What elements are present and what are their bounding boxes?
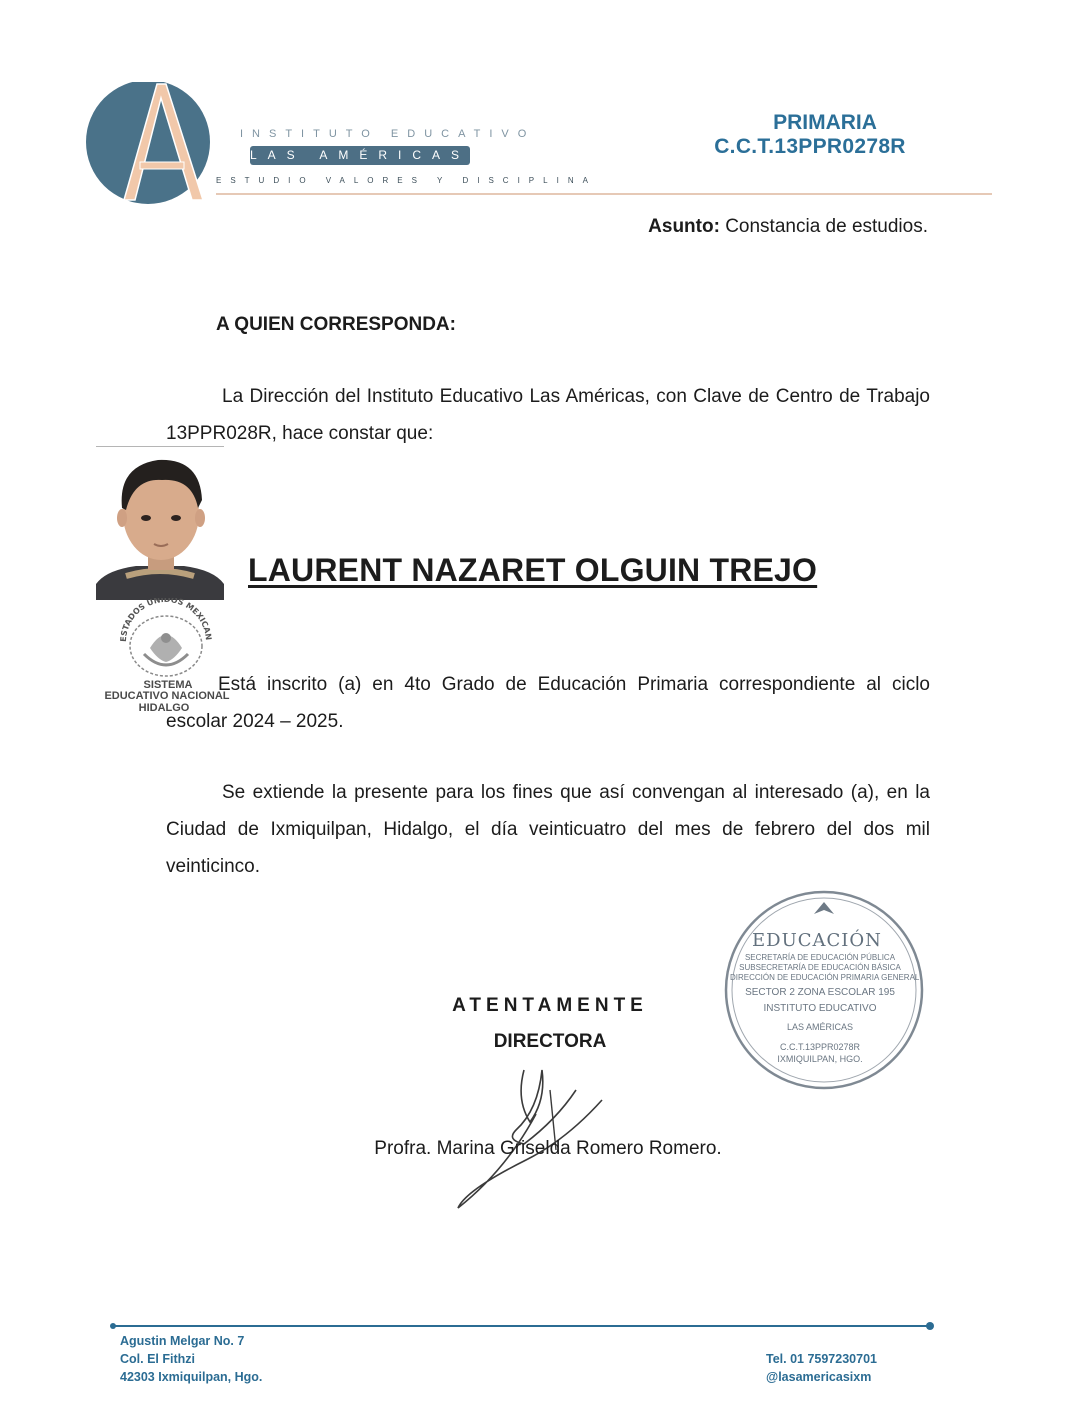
student-photo-graphic [96, 448, 224, 600]
paragraph-issuance: Se extiende la presente para los fines que así convengan al interesado (a), en la Ciudad de Ixmiquilpan, Hidalgo, el día veinticuatro del mes de febrero del dos mil veinticinco. [166, 782, 930, 877]
stamp-line-4: SECTOR 2 ZONA ESCOLAR 195 [745, 987, 895, 998]
stamp-line-6: LAS AMÉRICAS [786, 1022, 854, 1032]
photo-top-line [96, 446, 224, 447]
footer-phone: Tel. 01 7597230701 [766, 1352, 877, 1366]
stamp-line-7: C.C.T.13PPR0278R [779, 1042, 861, 1052]
subject-line [648, 216, 928, 238]
seal-line-1: SISTEMA [143, 679, 193, 691]
footer-social: @lasamericasixm [766, 1370, 872, 1384]
seal-line-2: EDUCATIVO NACIONAL [104, 690, 230, 702]
footer-rule-graphic [110, 1322, 934, 1330]
stamp-line-8: IXMIQUILPAN, HGO. [777, 1054, 863, 1064]
stamp-title: EDUCACIÓN [752, 930, 882, 951]
address-line-1: Agustin Melgar No. 7 [120, 1334, 245, 1348]
logo-graphic [84, 82, 220, 204]
paragraph-enrollment: Está inscrito (a) en 4to Grado de Educación Primaria correspondiente al ciclo escolar 2024 – 2025. [166, 674, 930, 732]
subject-value: Constancia de estudios. [725, 216, 928, 237]
paragraph-intro: La Dirección del Instituto Educativo Las Américas, con Clave de Centro de Trabajo 13PPR028R, hace constar que: [166, 386, 930, 444]
seal-arc-text: ESTADOS UNIDOS MEXICAN [118, 598, 214, 643]
student-photo [96, 448, 224, 600]
stamp-line-1: SECRETARÍA DE EDUCACIÓN PÚBLICA [744, 953, 896, 962]
header-divider [216, 193, 992, 195]
address-line-3: 42303 Ixmiquilpan, Hgo. [120, 1370, 263, 1384]
stamp-line-5: INSTITUTO EDUCATIVO [763, 1003, 877, 1014]
school-cct: C.C.T.13PPR0278R [714, 135, 906, 158]
subject-label: Asunto: [648, 216, 720, 237]
school-level: PRIMARIA [773, 111, 877, 134]
closing-regards: ATENTAMENTE [452, 995, 648, 1016]
footer-contact [766, 1350, 877, 1386]
institute-logo [84, 82, 220, 204]
org-name-banner: LAS AMÉRICAS [250, 146, 470, 165]
address-line-2: Col. El Fithzi [120, 1352, 195, 1366]
footer-divider [110, 1325, 934, 1328]
seal-line-3: HIDALGO [138, 702, 190, 714]
stamp-line-3: DIRECCIÓN DE EDUCACIÓN PRIMARIA GENERAL [730, 973, 920, 982]
salutation: A QUIEN CORRESPONDA: [216, 314, 456, 335]
stamp-line-2: SUBSECRETARÍA DE EDUCACIÓN BÁSICA [739, 963, 901, 972]
footer-address [120, 1332, 262, 1386]
student-name: LAURENT NAZARET OLGUIN TREJO [248, 552, 818, 588]
org-motto: ESTUDIO VALORES Y DISCIPLINA [216, 176, 597, 185]
signer-role: DIRECTORA [493, 1031, 607, 1052]
org-top-line: INSTITUTO EDUCATIVO [240, 128, 536, 140]
signer-name: Profra. Marina Griselda Romero Romero. [374, 1138, 722, 1159]
